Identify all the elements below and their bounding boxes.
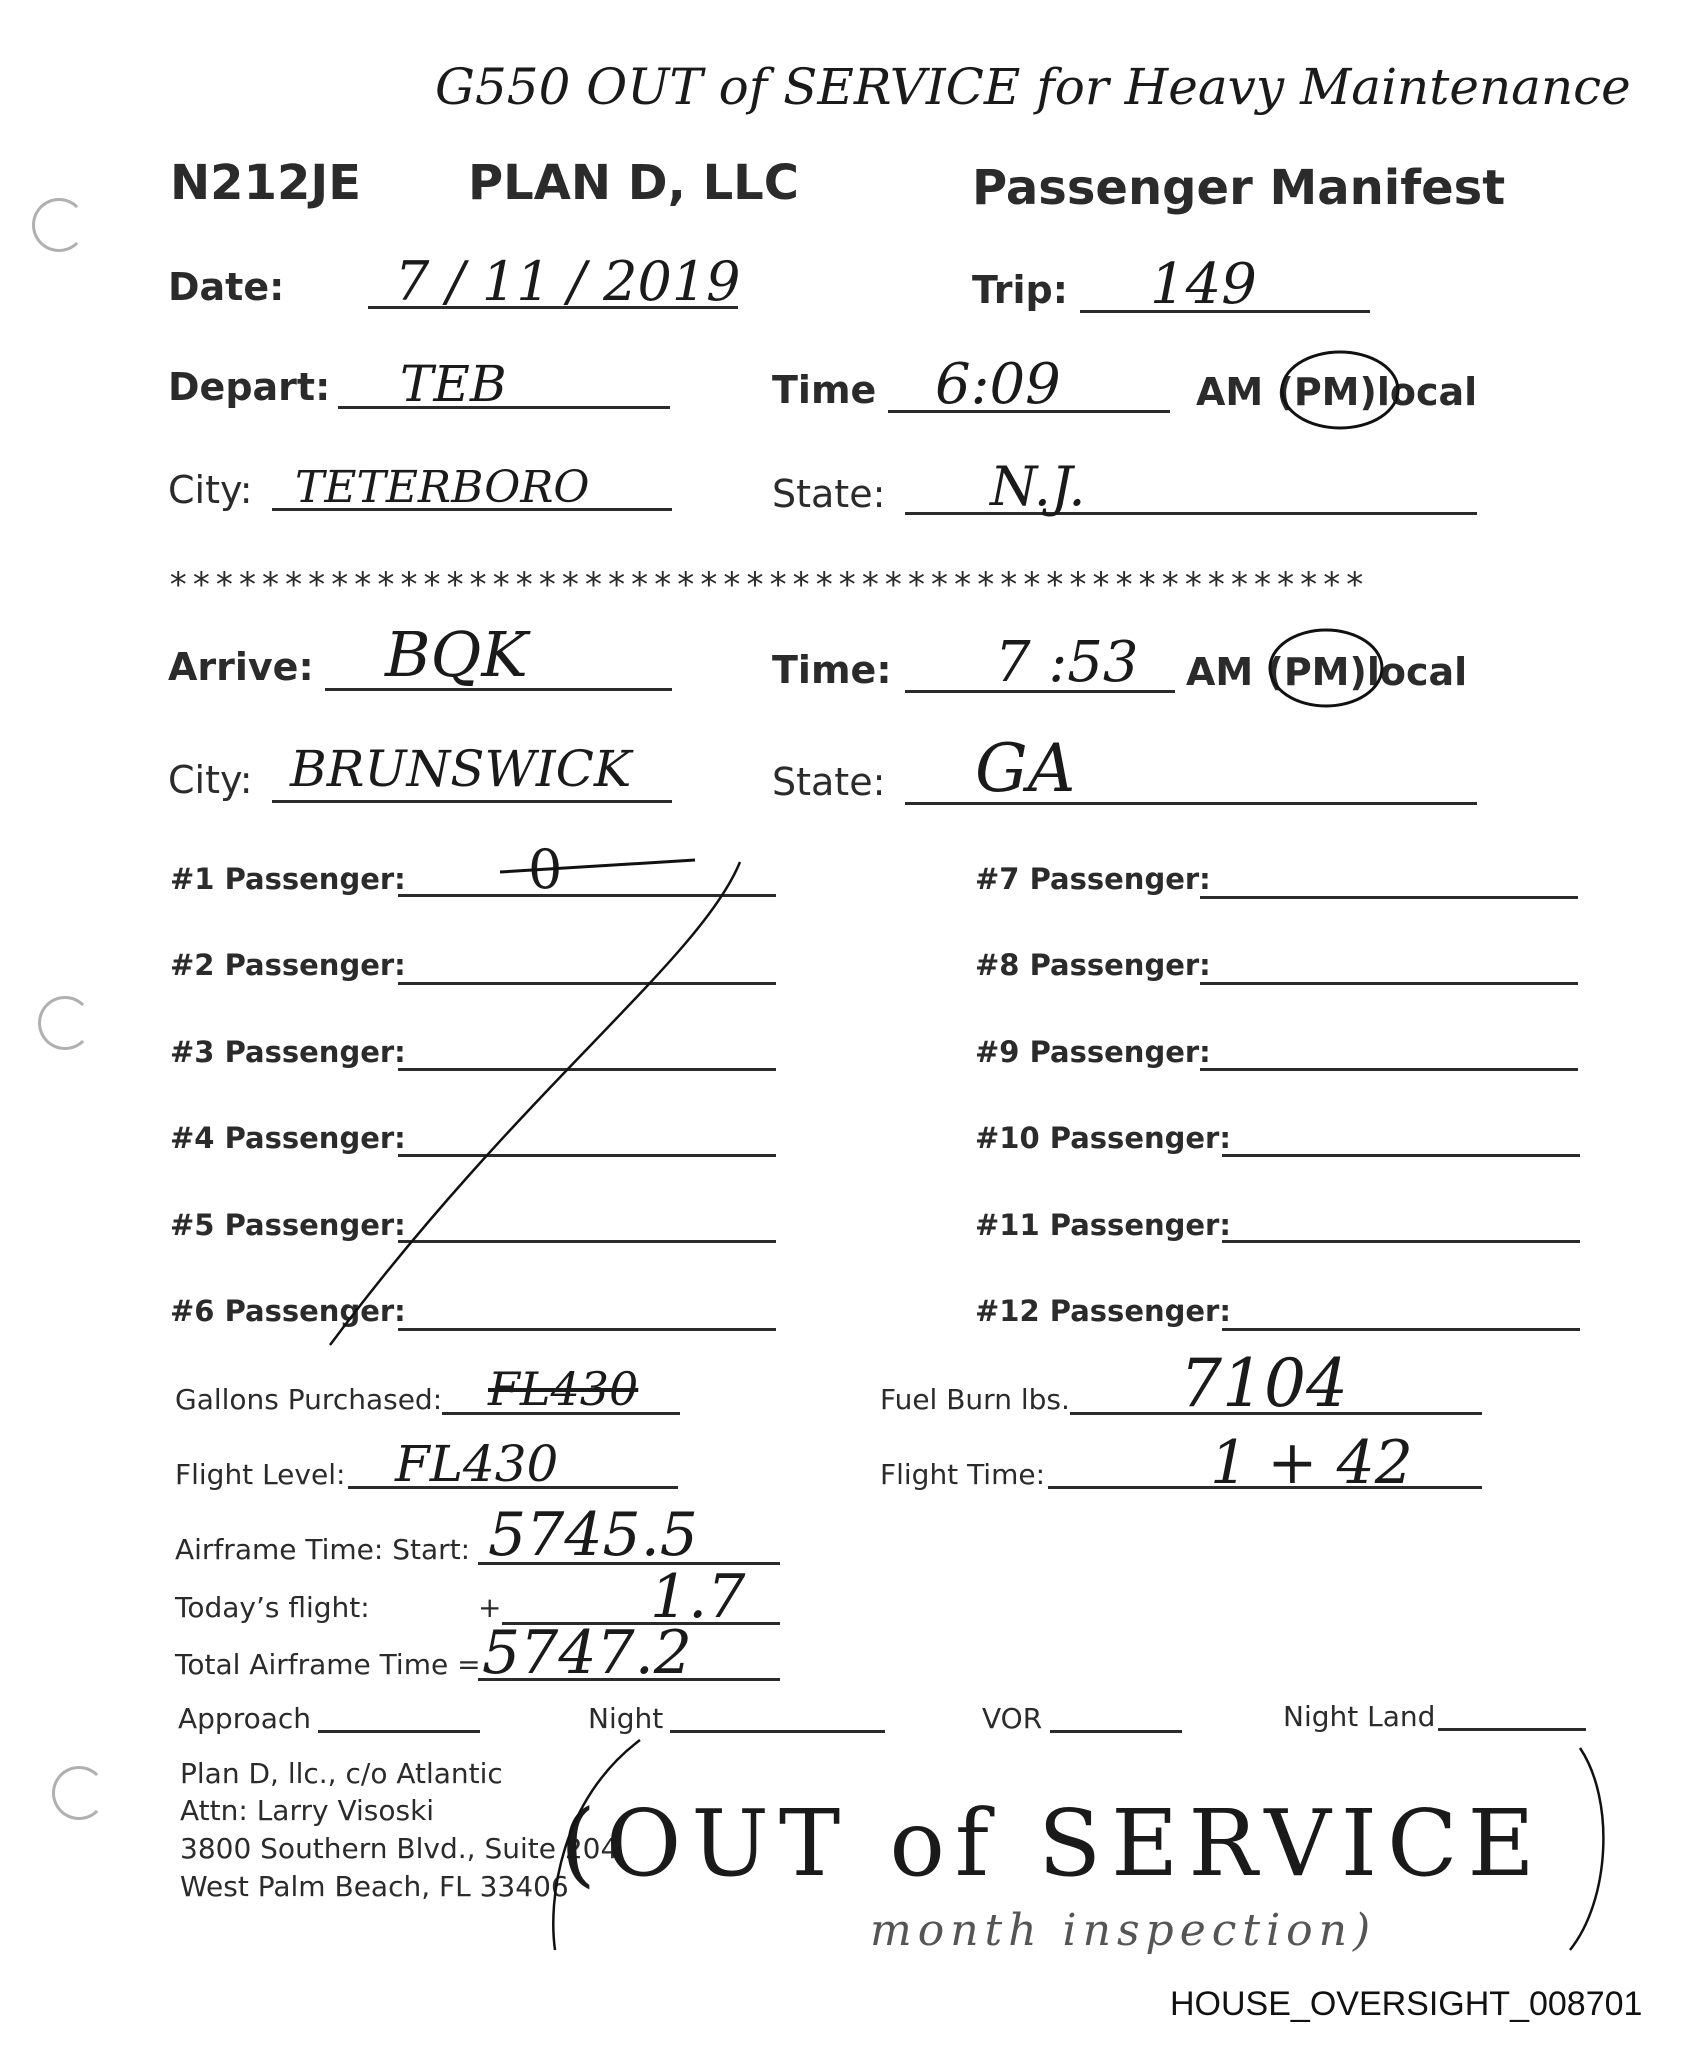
- passenger-12-label: #12 Passenger:: [975, 1294, 1231, 1328]
- depart-label: Depart:: [168, 365, 331, 409]
- airframe-start-value: 5745.5: [488, 1500, 698, 1570]
- depart-state-label: State:: [772, 472, 886, 516]
- depart-city-value: TETERBORO: [295, 462, 590, 513]
- gallons-value: FL430: [488, 1362, 639, 1416]
- flight-time-value: 1 + 42: [1210, 1428, 1413, 1498]
- vor-label: VOR: [982, 1702, 1043, 1735]
- todays-flight-value: 1.7: [650, 1562, 746, 1632]
- arrive-city-label: City:: [168, 758, 253, 802]
- arrive-ampm: AM (PM)local: [1186, 650, 1468, 694]
- fuel-burn-value: 7104: [1180, 1345, 1348, 1422]
- night-label: Night: [588, 1702, 664, 1735]
- passenger-6-label: #6 Passenger:: [170, 1294, 406, 1328]
- handwritten-top-note: G550 OUT of SERVICE for Heavy Maintenance: [435, 58, 1631, 116]
- depart-time-label: Time: [772, 368, 877, 412]
- depart-value: TEB: [400, 355, 507, 413]
- arrive-state-value: GA: [975, 730, 1076, 807]
- trip-value: 149: [1150, 252, 1257, 317]
- separator-stars: ****************************************************: [168, 565, 1368, 605]
- fuel-burn-label: Fuel Burn lbs.: [880, 1383, 1070, 1416]
- passenger-9-label: #9 Passenger:: [975, 1035, 1211, 1069]
- address-line-3: 3800 Southern Blvd., Suite 204: [180, 1832, 619, 1865]
- passenger-1-value: 0: [528, 838, 563, 901]
- passenger-11-label: #11 Passenger:: [975, 1208, 1231, 1242]
- passenger-1-label: #1 Passenger:: [170, 862, 406, 896]
- arrive-city-value: BRUNSWICK: [290, 740, 632, 798]
- total-airframe-label: Total Airframe Time =: [175, 1648, 481, 1681]
- address-line-1: Plan D, llc., c/o Atlantic: [180, 1757, 503, 1790]
- passenger-5-label: #5 Passenger:: [170, 1208, 406, 1242]
- depart-time-value: 6:09: [935, 352, 1061, 417]
- passenger-7-label: #7 Passenger:: [975, 862, 1211, 896]
- todays-flight-plus: +: [478, 1591, 502, 1624]
- arrive-label: Arrive:: [168, 645, 314, 689]
- company-name: PLAN D, LLC: [468, 155, 799, 211]
- address-line-4: West Palm Beach, FL 33406: [180, 1870, 569, 1903]
- depart-ampm: AM (PM)local: [1196, 370, 1478, 414]
- passenger-8-label: #8 Passenger:: [975, 948, 1211, 982]
- flight-time-label: Flight Time:: [880, 1458, 1046, 1491]
- flight-level-label: Flight Level:: [175, 1458, 346, 1491]
- date-label: Date:: [168, 265, 285, 309]
- handwritten-bottom-note-2: month inspection): [870, 1905, 1377, 1956]
- bracket-right: [1570, 1748, 1603, 1950]
- passenger-10-label: #10 Passenger:: [975, 1121, 1231, 1155]
- depart-city-label: City:: [168, 468, 253, 512]
- date-value: 7 / 11 / 2019: [395, 250, 741, 313]
- depart-state-value: N.J.: [990, 455, 1086, 518]
- pm-circle-depart: [1282, 352, 1398, 428]
- flight-level-value: FL430: [395, 1435, 559, 1493]
- handwritten-bottom-note: (OUT of SERVICE: [560, 1790, 1545, 1897]
- todays-flight-label: Today’s flight:: [175, 1591, 370, 1624]
- gallons-label: Gallons Purchased:: [175, 1383, 443, 1416]
- passenger-2-label: #2 Passenger:: [170, 948, 406, 982]
- night-land-label: Night Land: [1283, 1700, 1436, 1733]
- trip-label: Trip:: [972, 268, 1068, 312]
- bracket-left: [553, 1740, 640, 1950]
- pm-circle-arrive: [1270, 630, 1382, 706]
- passenger-3-label: #3 Passenger:: [170, 1035, 406, 1069]
- arrive-time-value: 7 :53: [995, 630, 1139, 695]
- total-airframe-value: 5747.2: [482, 1618, 692, 1688]
- page-title: Passenger Manifest: [972, 160, 1506, 216]
- passenger-4-label: #4 Passenger:: [170, 1121, 406, 1155]
- approach-label: Approach: [178, 1702, 312, 1735]
- arrive-state-label: State:: [772, 760, 886, 804]
- tail-number: N212JE: [170, 155, 362, 211]
- passenger-strike-line: [330, 862, 740, 1345]
- airframe-start-label: Airframe Time: Start:: [175, 1533, 471, 1566]
- address-line-2: Attn: Larry Visoski: [180, 1794, 435, 1827]
- passenger-1-dash: [500, 860, 695, 872]
- arrive-value: BQK: [385, 618, 528, 691]
- arrive-time-label: Time:: [772, 648, 892, 692]
- document-id: HOUSE_OVERSIGHT_008701: [1170, 1985, 1643, 2023]
